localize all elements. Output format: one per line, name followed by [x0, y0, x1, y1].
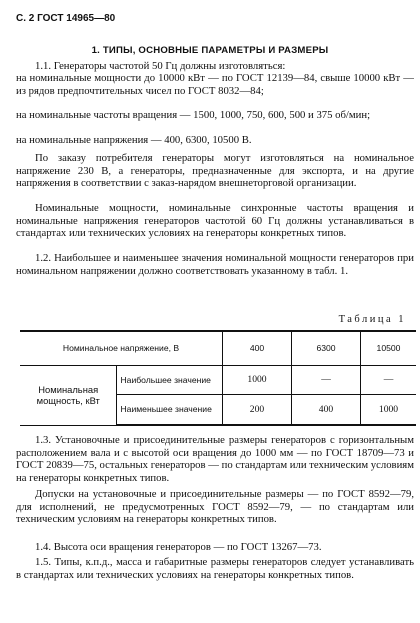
- table-cell: —: [292, 365, 361, 394]
- table-row: [20, 365, 416, 394]
- table-cell: —: [361, 365, 417, 394]
- page-header: С. 2 ГОСТ 14965—80: [16, 13, 116, 24]
- paragraph-1-1-speed: на номинальные частоты вращения — 1500, 1000, 750, 600, 500 и 375 об/мин;: [16, 109, 371, 121]
- table-cell: 1000: [361, 394, 417, 425]
- paragraph-60hz: Номинальные мощности, номинальные синхронные частоты вращения и номинальные напряжения генераторов частотой 60 Гц должны устанавливаться в стандартах или технических условиях на генераторы конкретных типов.: [16, 202, 414, 239]
- paragraph-1-1: 1.1. Генераторы частотой 50 Гц должны изготовляться:: [35, 60, 286, 72]
- table-cell: 400: [292, 394, 361, 425]
- row-label: Наименьшее значение: [117, 394, 223, 425]
- paragraph-order: По заказу потребителя генераторы могут изготовляться на номинальное напряжение 230 В, а генераторы, предназначенные для экспорта, и на другие напряжения в соответствии с заказ-нарядом внешнеторговой организации.: [16, 152, 414, 189]
- header-voltage-label: Номинальное напряжение, В: [20, 331, 223, 365]
- header-voltage-cell: 400: [223, 331, 292, 365]
- row-label: Наибольшее значение: [117, 365, 223, 394]
- table-caption: Таблица 1: [338, 314, 406, 325]
- paragraph-1-1-power: на номинальные мощности до 10000 кВт — по ГОСТ 12139—84, свыше 10000 кВт — из рядов предпочтительных чисел по ГОСТ 8032—84;: [16, 72, 414, 97]
- paragraph-1-5: 1.5. Типы, к.п.д., масса и габаритные размеры генераторов следует устанавливать в стандартах или технических условиях на генераторы конкретных типов.: [16, 556, 414, 581]
- header-voltage-cell: 10500: [361, 331, 417, 365]
- table-cell: 200: [223, 394, 292, 425]
- paragraph-1-2: 1.2. Наибольшее и наименьшее значения номинальной мощности генераторов при номинальном напряжении должно соответствовать указанному в табл. 1.: [16, 252, 414, 277]
- section-title: 1. ТИПЫ, ОСНОВНЫЕ ПАРАМЕТРЫ И РАЗМЕРЫ: [91, 45, 329, 56]
- table-header-row: [20, 331, 416, 365]
- paragraph-1-3: 1.3. Установочные и присоединительные размеры генераторов с горизонтальным расположением вала и с высотой оси вращения до 1000 мм — по ГОСТ 18709—73 и ГОСТ 20839—75, остальных генераторов — по стандартам или техническим условиям на генераторы конкретных типов.: [16, 434, 414, 484]
- paragraph-1-1-voltage: на номинальные напряжения — 400, 6300, 10500 В.: [16, 134, 252, 146]
- table-cell: 1000: [223, 365, 292, 394]
- row-group-label: Номинальная мощность, кВт: [20, 365, 117, 425]
- header-voltage-cell: 6300: [292, 331, 361, 365]
- paragraph-tolerances: Допуски на установочные и присоединительные размеры — по ГОСТ 8592—79, для исполнений, не предусмотренных ГОСТ 8592—79, — по стандартам или техническим условиям на генераторы конкретных типов.: [16, 488, 414, 525]
- paragraph-1-4: 1.4. Высота оси вращения генераторов — по ГОСТ 13267—73.: [35, 541, 322, 553]
- table-1: [20, 330, 416, 426]
